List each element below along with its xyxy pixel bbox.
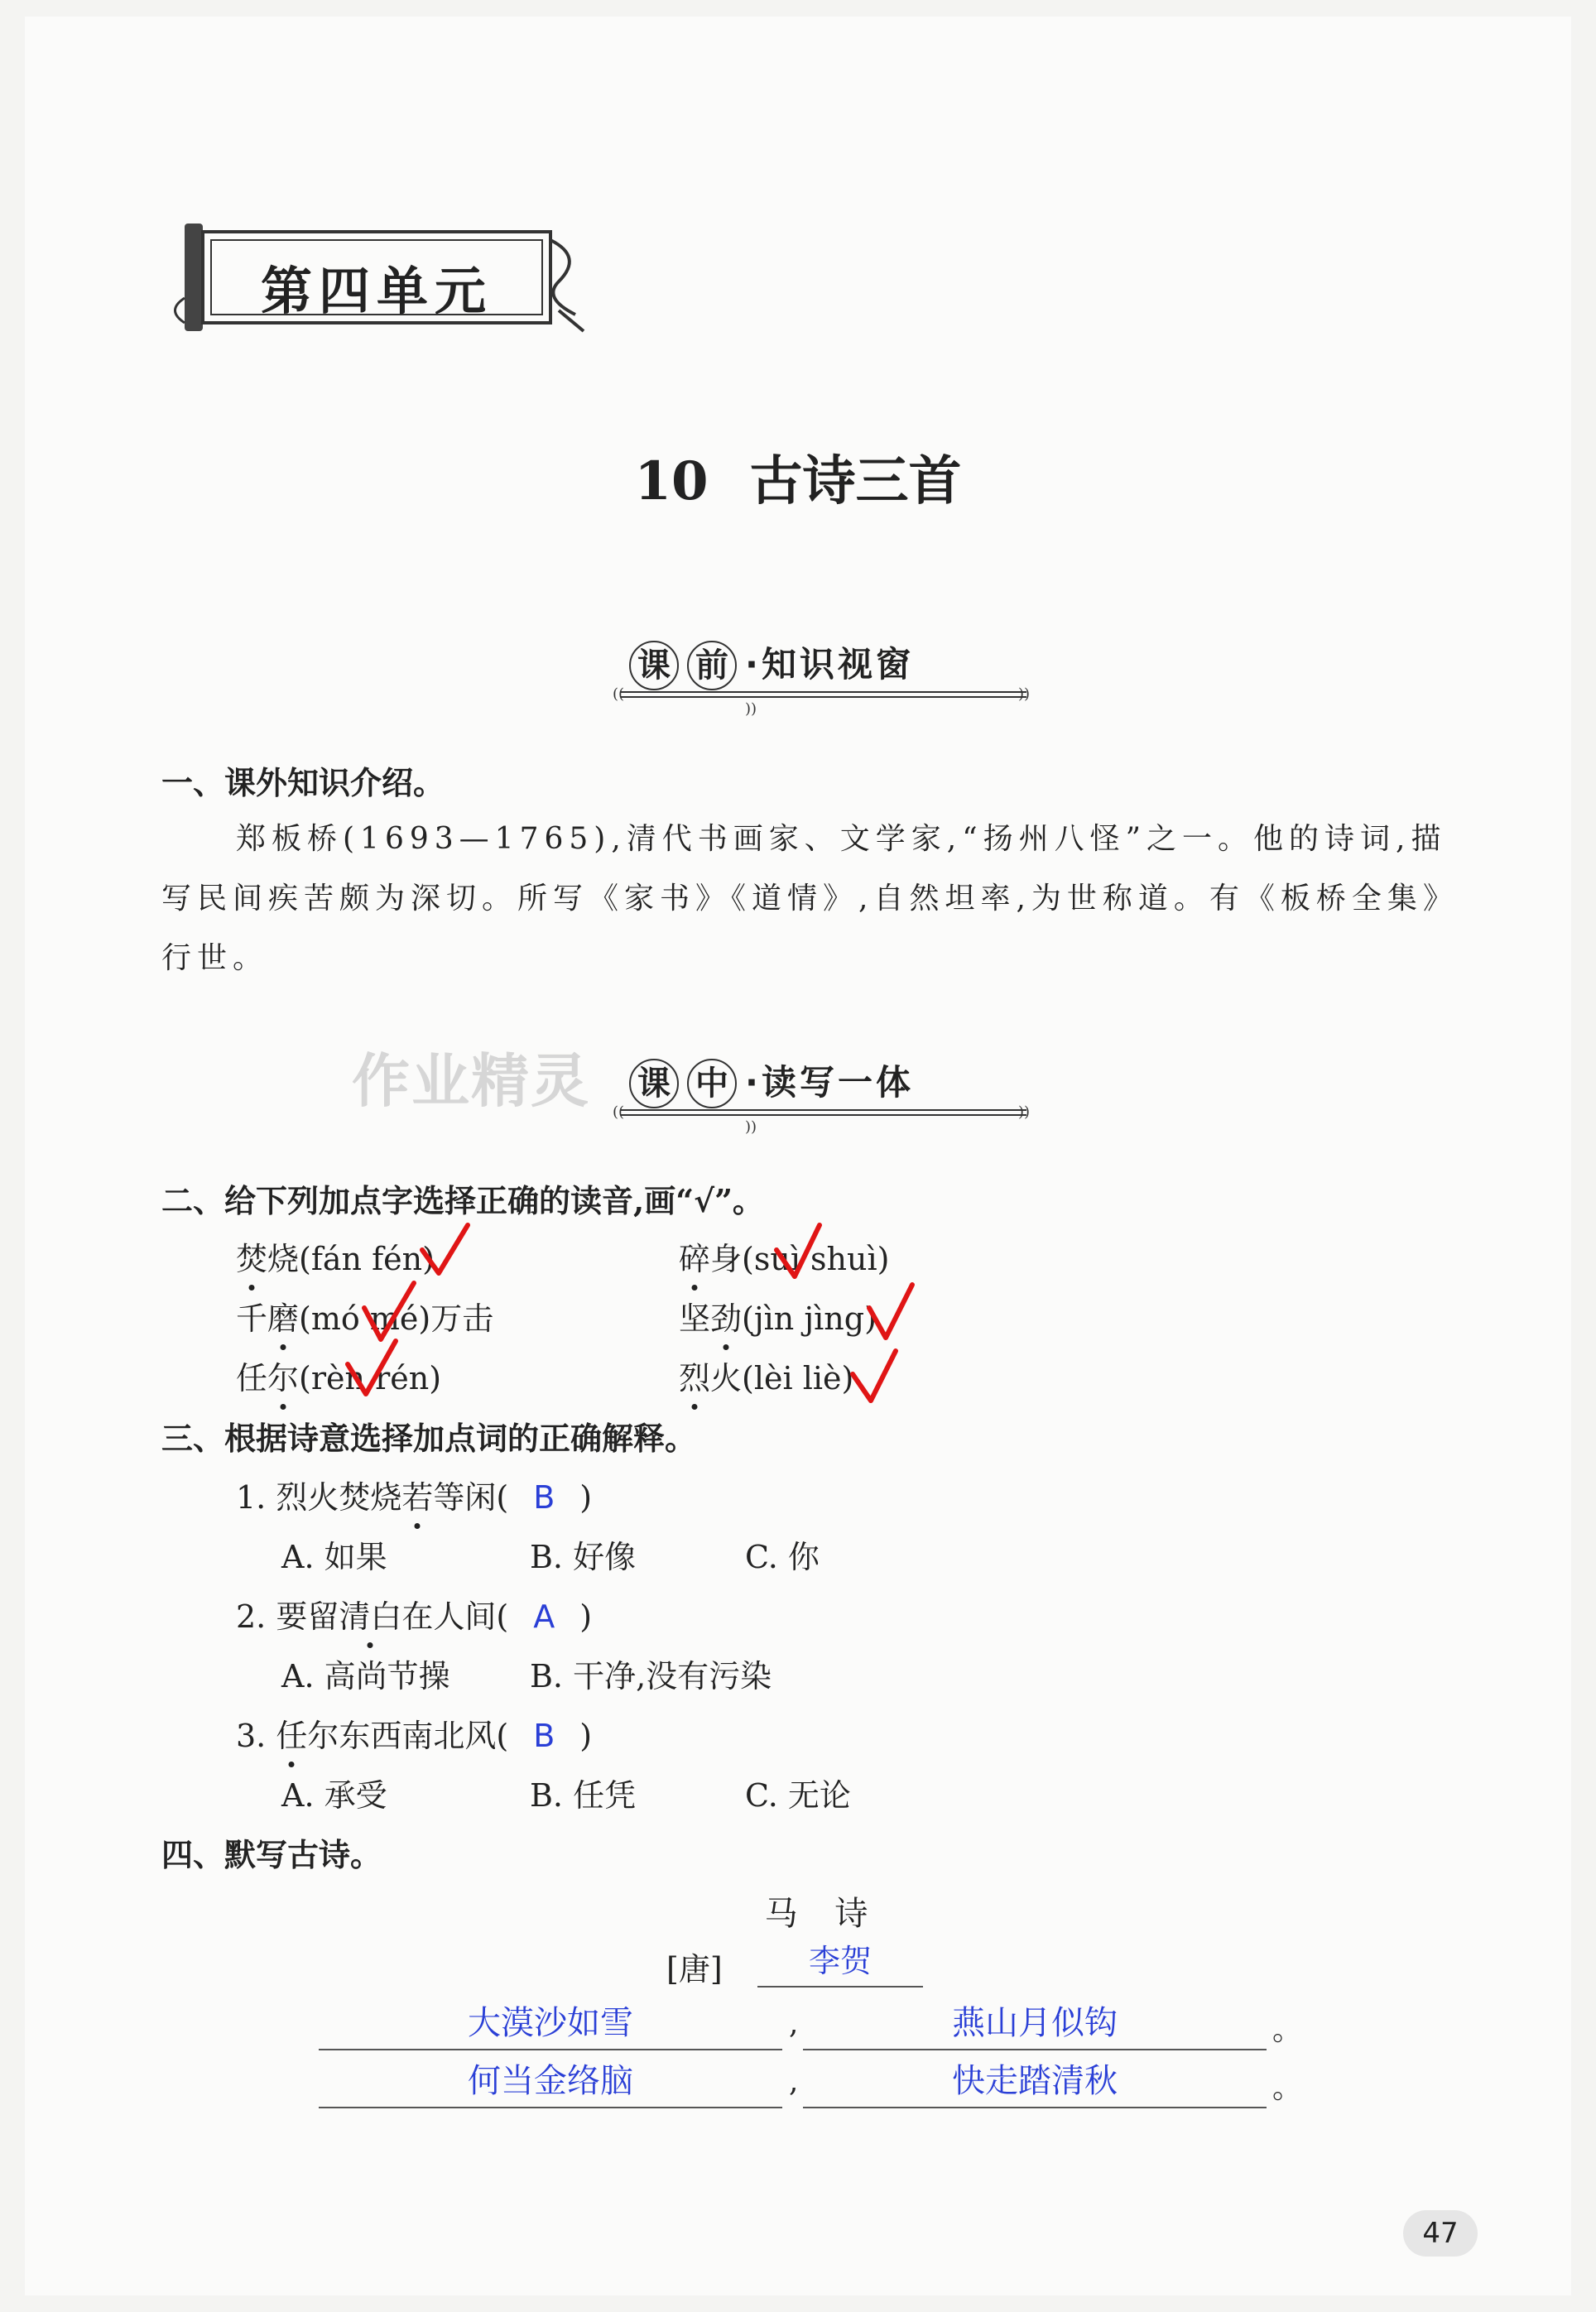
q3-item-3-options: A. 承受 B. 任凭 C. 无论 <box>281 1777 851 1814</box>
poem-blank: 燕山月似钩 <box>803 1997 1267 2050</box>
q3-item-1-options: A. 如果 B. 好像 C. 你 <box>281 1539 820 1575</box>
poem-author: 李贺 <box>757 1935 923 1988</box>
q2-item-2: 千磨(mó mé)万击 <box>236 1293 493 1339</box>
q1-line-2: 写民间疾苦颇为深切。所写《家书》《道情》,自然坦率,为世称道。有《板桥全集》 <box>161 882 1459 916</box>
q4-heading: 四、默写古诗。 <box>161 1836 382 1873</box>
unit-title: 第四单元 <box>261 261 493 321</box>
q1-line-1: 郑板桥(1693—1765),清代书画家、文学家,“扬州八怪”之一。他的诗词,描 <box>236 822 1447 856</box>
answer-text: A <box>533 1598 555 1635</box>
q3-item-2-stem: 2. 要留清白在人间( A ) <box>236 1591 592 1637</box>
workbook-page <box>25 17 1571 2295</box>
poem-blank: 大漠沙如雪 <box>319 1997 782 2050</box>
check-icon <box>853 1351 896 1401</box>
svg-text:)): )) <box>1018 1103 1031 1121</box>
q1-heading: 一、课外知识介绍。 <box>161 764 445 801</box>
svg-text:((: (( <box>613 1103 625 1121</box>
lesson-title <box>25 439 1571 515</box>
answer-text: B <box>533 1718 555 1754</box>
q3-item-1-stem: 1. 烈火焚烧若等闲( B ) <box>236 1472 592 1517</box>
poem-dynasty: [唐] <box>666 1951 723 1988</box>
q2-item-1: 焚烧(fán fén) <box>236 1233 435 1279</box>
section-char-b: 中 <box>687 1059 737 1108</box>
poem-blank: 何当金络脑 <box>319 2055 782 2108</box>
svg-text:)): )) <box>745 1118 757 1136</box>
section-char-a: 课 <box>629 641 679 690</box>
section-char-a: 课 <box>629 1059 679 1108</box>
q2-item-4: 碎身(suì shuì) <box>679 1233 889 1279</box>
section-title: ·读写一体 <box>745 1062 914 1103</box>
q2-item-5: 坚劲(jìn jìng) <box>679 1293 877 1339</box>
section-banner-mid <box>613 1055 1043 1136</box>
banner-underline-icon <box>613 1103 1043 1137</box>
q1-line-3: 行世。 <box>161 941 269 975</box>
banner-underline-icon <box>613 685 1043 719</box>
svg-text:)): )) <box>745 700 757 718</box>
lesson-number: 10 <box>634 450 709 512</box>
poem-line-1: 大漠沙如雪 , 燕山月似钩 。 <box>319 1997 1312 2046</box>
poem-blank: 快走踏清秋 <box>803 2055 1267 2108</box>
page-number: 47 <box>1403 2210 1478 2257</box>
poem-title: 马 诗 <box>764 1895 882 1933</box>
q3-item-2-options: A. 高尚节操 B. 干净,没有污染 <box>281 1658 772 1694</box>
section-title: ·知识视窗 <box>745 644 914 685</box>
q3-heading: 三、根据诗意选择加点词的正确解释。 <box>161 1420 697 1457</box>
unit-banner <box>170 207 600 348</box>
poem-line-2: 何当金络脑 , 快走踏清秋 。 <box>319 2055 1312 2104</box>
q2-item-6: 烈火(lèi liè) <box>679 1353 853 1398</box>
q2-item-3: 任尔(rèn rén) <box>236 1353 441 1398</box>
lesson-name: 古诗三首 <box>749 450 962 512</box>
svg-text:)): )) <box>1018 685 1031 703</box>
section-char-b: 前 <box>687 641 737 690</box>
q3-item-3-stem: 3. 任尔东西南北风( B ) <box>236 1710 592 1756</box>
answer-text: B <box>533 1479 555 1516</box>
watermark: 作业精灵 <box>352 1047 590 1115</box>
q2-heading: 二、给下列加点字选择正确的读音,画“√”。 <box>161 1182 764 1219</box>
svg-text:((: (( <box>613 685 625 703</box>
section-banner-pre <box>613 637 1043 718</box>
